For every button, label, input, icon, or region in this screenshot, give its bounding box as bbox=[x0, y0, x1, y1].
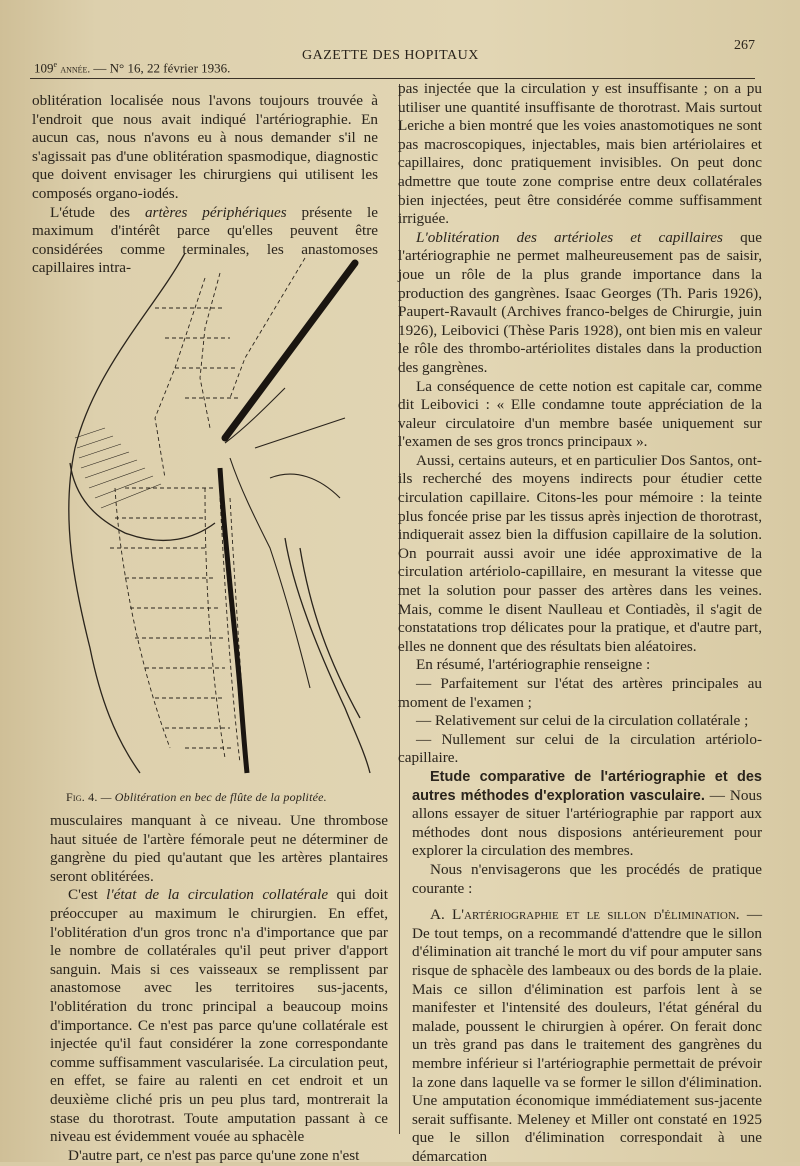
page-number: 267 bbox=[734, 38, 755, 53]
paragraph bbox=[412, 906, 762, 1166]
issue-date: — N° 16, 22 février 1936. bbox=[93, 60, 231, 76]
text-run: présente le maximum d'intérêt parce qu'elles peuvent être considérées comme terminales, les anastomoses capillaires intra- bbox=[32, 203, 378, 277]
paragraph: En résumé, l'artériographie renseigne : bbox=[416, 656, 651, 674]
text-run: que l'artériographie ne permet malheureusement pas de saisir, joue un rôle de la plus grande importance dans la production des gangrènes. Isaac Georges (Th. Paris 1926), Paupert-Ravault (Archives franco-belges de Chirurgie, juin 1926), Leibovici (Thèse Paris 1928), ont bien mis en valeur le rôle des thrombo-artériolites distales dans la production des gangrènes. bbox=[398, 228, 763, 376]
text-run: C'est bbox=[68, 886, 107, 904]
emphasis: l'état de la circulation collatérale bbox=[106, 886, 329, 904]
section-title: Etude comparative de l'artériographie et des autres méthodes d'exploration vasculaire. bbox=[412, 769, 762, 804]
paragraph: Nous n'envisagerons que les procédés de pratique courante : bbox=[412, 860, 762, 897]
paragraph bbox=[50, 886, 388, 1146]
paragraph: pas injectée que la circulation y est insuffisante ; on a pu utiliser une quantité insuffisante de thorotrast. Mais surtout Leriche a bien montré que les voies anastomotiques ne sont pas macroscopiques, injectables, mais bien artériolaires et capillaires, donc pratiquement invisibles. On peut donc admettre que toute zone comprise entre deux collatérales bien injectées, peut être considérée comme suffisamment irriguée. bbox=[398, 80, 762, 228]
figure-caption bbox=[66, 790, 386, 805]
list-item: — Nullement sur celui de la circulation artériolo-capillaire. bbox=[398, 730, 762, 767]
paragraph: Aussi, certains auteurs, et en particulier Dos Santos, ont-ils recherché des moyens indirects pour étudier cette circulation capillaire. Citons-les pour mémoire : la teinte plus foncée prise par les tissus après injection de thorotrast, indiquerait assez bien la diffusion capillaire de la solution. On pourrait aussi avoir une idée approximative de la circulation artériolo-capillaire, en mesurant la vitesse que met la solution pour passer des artères dans les veines. Mais, comme le disent Naulleau et Contiadès, il s'agit de constatations trop délicates pour la pratique, et d'autre part, elles ne donnent que des résultats bien aléatoires. bbox=[398, 451, 762, 655]
text-run: — Nous allons essayer de situer l'artériographie par rapport aux méthodes dont nous disposions antérieurement pour explorer la circulation des membres. bbox=[412, 786, 762, 860]
list-item: — Parfaitement sur l'état des artères principales au moment de l'examen ; bbox=[398, 675, 762, 711]
issue-sup: e bbox=[53, 60, 58, 69]
paragraph: musculaires manquant à ce niveau. Une thrombose haut située de l'artère fémorale peut ne déterminer de gangrène du pied qu'autant que les artères plantaires seront oblitérées. bbox=[50, 812, 388, 885]
emphasis: artères périphériques bbox=[144, 203, 287, 221]
journal-title: GAZETTE DES HOPITAUX bbox=[302, 48, 479, 63]
paragraph: La conséquence de cette notion est capitale car, comme dit Leibovici : « Elle condamne toute appréciation de la valeur circulatoire d'un membre basée uniquement sur l'examen de ses gros troncs principaux ». bbox=[398, 377, 762, 451]
paragraph bbox=[398, 229, 762, 378]
text-run: qui doit préoccuper au maximum le chirurgien. En effet, l'oblitération d'un gros tronc n'a d'importance que par le nombre de collatérales qu'il peut priver d'apport sanguin. Mais si ces vaisseaux se remplissent par anastomose avec les territoires sus-jacents, l'oblitération du tronc principal a beaucoup moins d'importance. Ce n'est pas parce qu'une collatérale est injectée qu'il faut considérer la zone correspondante comme suffisamment vascularisée. La circulation peut, en effet, se faire au ralenti en cet endroit et un deuxième cliché pris un peu plus tard, montrerait la stase du thorotrast. Toute amputation passant à ce niveau est évidemment vouée au sphacèle bbox=[50, 886, 388, 1146]
paragraph bbox=[412, 768, 762, 861]
issue-info bbox=[34, 60, 230, 76]
issue-number: 109 bbox=[34, 60, 54, 76]
paragraph: oblitération localisée nous l'avons toujours trouvée à l'endroit que nous avait indiqué l'artériographie. En aucun cas, nous n'avons eu à nous demander s'il ne s'agissait pas d'une oblitération spasmodique, diagnostic que doivent envisager les chirurgiens qui utilisent les composés organo-iodés. bbox=[32, 92, 378, 202]
left-column-bottom bbox=[50, 812, 388, 1165]
figure-arteriography bbox=[55, 248, 375, 783]
right-column-bottom bbox=[412, 768, 762, 1166]
text-run: L'étude des bbox=[50, 203, 145, 221]
caption-text: — Oblitération en bec de flûte de la poplitée. bbox=[100, 790, 327, 804]
leg-arteriography-drawing bbox=[55, 248, 375, 783]
list-item: — Relativement sur celui de la circulation collatérale ; bbox=[416, 712, 749, 730]
subsection-title: A. L'artériographie et le sillon d'élimination. bbox=[430, 906, 740, 924]
right-column-top bbox=[398, 80, 762, 768]
page-header bbox=[30, 38, 755, 79]
issue-annee: année. bbox=[60, 63, 91, 76]
text-run: — De tout temps, on a recommandé d'attendre que le sillon d'élimination ait tranché le mort du vif pour amputer sans risque de sphacèle des lambeaux ou des bords de la plaie. Mais ce sillon d'élimination est parfois lent à se manifester et l'intensité des douleurs, l'état général du malade, poussent le chirurgien à opérer. On ferait donc un très grand pas dans le traitement des gangrènes du membre inférieur si l'artériographie permettait de prévoir la zone dans laquelle va se former le sillon d'élimination. Une amputation économique immédiatement sus-jacente serait suffisante. Meleney et Miller ont constaté en 1925 que le sillon d'élimination correspondait à une démarcation bbox=[412, 906, 762, 1165]
paragraph: D'autre part, ce n'est pas parce qu'une zone n'est bbox=[68, 1146, 360, 1164]
emphasis: L'oblitération des artérioles et capillaires bbox=[416, 228, 723, 246]
figure-label: Fig. 4. bbox=[66, 790, 98, 804]
